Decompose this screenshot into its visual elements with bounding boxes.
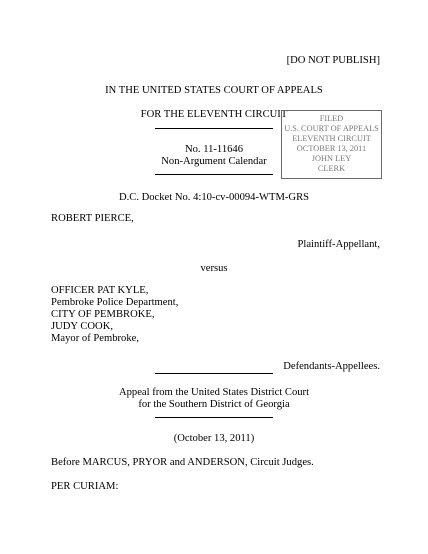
circuit-name: FOR THE ELEVENTH CIRCUIT — [140, 109, 288, 120]
stamp-circuit: ELEVENTH CIRCUIT — [292, 134, 371, 143]
court-name: IN THE UNITED STATES COURT OF APPEALS — [105, 85, 323, 96]
plaintiff-name: ROBERT PIERCE, — [51, 213, 134, 224]
panel-judges: Before MARCUS, PRYOR and ANDERSON, Circuit Judges. — [51, 457, 314, 468]
stamp-clerk-title: CLERK — [317, 164, 346, 173]
defendant-line: JUDY COOK, — [51, 321, 113, 332]
defendant-line: OFFICER PAT KYLE, — [51, 285, 149, 296]
divider-rule — [155, 417, 273, 418]
divider-rule — [155, 174, 273, 175]
publish-note: [DO NOT PUBLISH] — [286, 55, 380, 66]
appeal-line-1: Appeal from the United States District Court — [118, 387, 310, 398]
plaintiff-role: Plaintiff-Appellant, — [297, 239, 380, 250]
divider-rule — [155, 128, 273, 129]
case-number: No. 11-11646 — [184, 144, 244, 155]
decision-date: (October 13, 2011) — [173, 433, 255, 444]
filed-stamp — [281, 110, 382, 179]
stamp-clerk-name: JOHN LEY — [311, 154, 352, 163]
defendant-line: Mayor of Pembroke, — [51, 333, 139, 344]
appeal-line-2: for the Southern District of Georgia — [138, 399, 290, 410]
per-curiam-heading: PER CURIAM: — [51, 481, 119, 492]
versus-label: versus — [200, 263, 228, 274]
defendant-line: Pembroke Police Department, — [51, 297, 179, 308]
docket-number: D.C. Docket No. 4:10-cv-00094-WTM-GRS — [118, 192, 310, 203]
defendant-line: CITY OF PEMBROKE, — [51, 309, 155, 320]
calendar-type: Non-Argument Calendar — [161, 156, 267, 167]
stamp-filed: FILED — [319, 114, 344, 123]
stamp-date: OCTOBER 13, 2011 — [296, 144, 367, 153]
divider-rule — [155, 373, 273, 374]
stamp-court: U.S. COURT OF APPEALS — [284, 124, 379, 133]
defendants-role: Defendants-Appellees. — [283, 361, 380, 372]
